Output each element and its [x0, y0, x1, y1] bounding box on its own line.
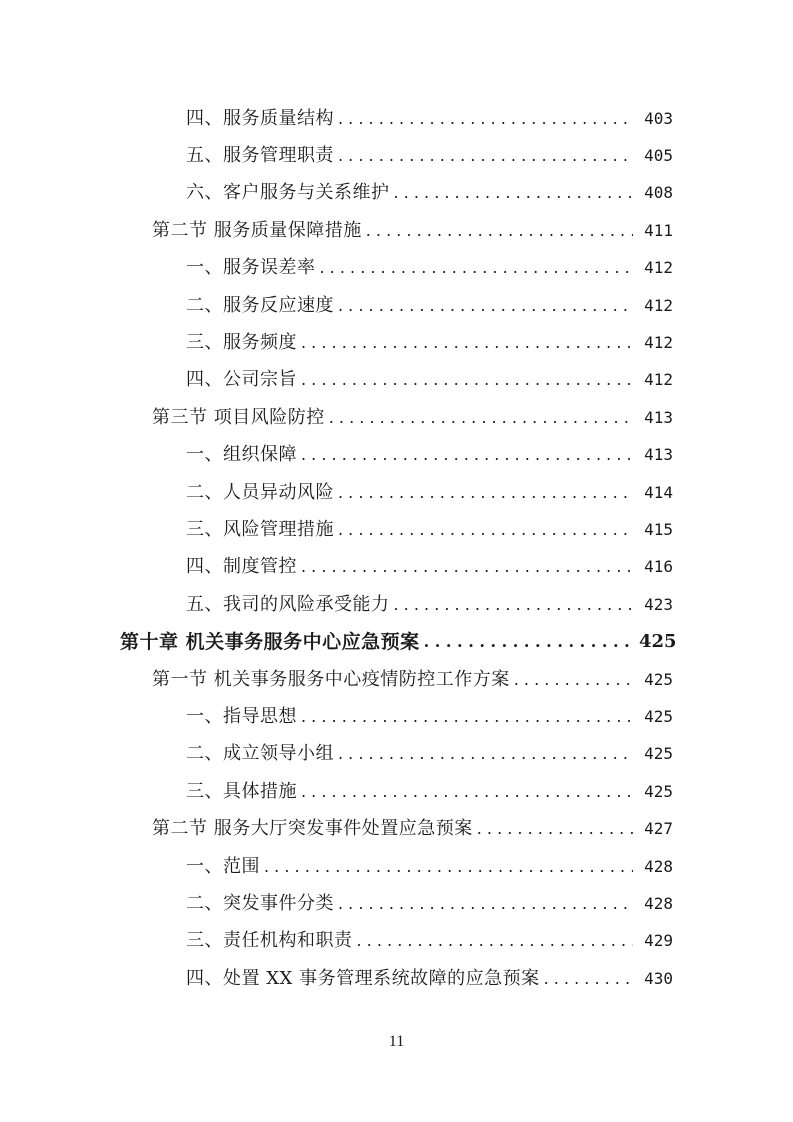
toc-entry-item[interactable] [0, 137, 793, 174]
toc-entry-title: 五、我司的风险承受能力 [186, 593, 390, 615]
toc-entry-item[interactable] [0, 175, 793, 212]
toc-entry-item[interactable] [0, 923, 793, 960]
toc-dot-leader [338, 148, 633, 164]
toc-dot-leader [366, 223, 633, 239]
toc-entry-title: 第二节 服务大厅突发事件处置应急预案 [152, 818, 473, 840]
toc-entry-title: 第二节 服务质量保障措施 [152, 219, 362, 241]
toc-dot-leader [301, 335, 633, 351]
toc-dot-leader [338, 746, 633, 762]
toc-dot-leader [394, 185, 634, 201]
toc-dot-leader [301, 447, 633, 463]
toc-entry-item[interactable] [0, 362, 793, 399]
toc-entry-title: 一、范围 [186, 855, 260, 877]
toc-entry-page: 425 [644, 669, 673, 689]
toc-entry-page: 425 [644, 706, 673, 726]
toc-entry-page: 411 [644, 220, 673, 240]
toc-entry-title: 一、指导思想 [186, 705, 297, 727]
toc-dot-leader [424, 634, 633, 650]
toc-entry-item[interactable] [0, 885, 793, 922]
toc-entry-section[interactable] [0, 661, 793, 698]
toc-entry-page: 428 [644, 856, 673, 876]
toc-dot-leader [329, 410, 633, 426]
toc-dot-leader [357, 933, 634, 949]
toc-dot-leader [514, 672, 633, 688]
toc-dot-leader [301, 372, 633, 388]
toc-dot-leader [338, 522, 633, 538]
toc-entry-page: 425 [644, 781, 673, 801]
toc-entry-page: 412 [644, 333, 673, 353]
toc-entry-title: 四、制度管控 [186, 556, 297, 578]
toc-entry-title: 四、服务质量结构 [186, 107, 334, 129]
toc-entry-page: 414 [644, 482, 673, 502]
toc-entry-item[interactable] [0, 549, 793, 586]
toc-entry-title: 第三节 项目风险防控 [152, 406, 325, 428]
toc-entry-item[interactable] [0, 586, 793, 623]
toc-dot-leader [301, 559, 633, 575]
toc-entry-item[interactable] [0, 474, 793, 511]
toc-entry-item[interactable] [0, 698, 793, 735]
toc-entry-page: 416 [644, 557, 673, 577]
toc-entry-title: 二、人员异动风险 [186, 481, 334, 503]
toc-entry-section[interactable] [0, 212, 793, 249]
toc-dot-leader [264, 859, 633, 875]
toc-entry-page: 412 [644, 370, 673, 390]
toc-entry-title: 三、风险管理措施 [186, 518, 334, 540]
toc-entry-title: 二、成立领导小组 [186, 743, 334, 765]
toc-entry-page: 412 [644, 258, 673, 278]
toc-dot-leader [301, 784, 633, 800]
toc-entry-page: 425 [644, 744, 673, 764]
toc-dot-leader [477, 821, 633, 837]
toc-entry-section[interactable] [0, 810, 793, 847]
toc-dot-leader [544, 971, 633, 987]
toc-dot-leader [338, 896, 633, 912]
toc-entry-page: 412 [644, 295, 673, 315]
toc-entry-item[interactable] [0, 511, 793, 548]
toc-entry-item[interactable] [0, 848, 793, 885]
toc-dot-leader [320, 260, 634, 276]
toc-entry-item[interactable] [0, 736, 793, 773]
toc-entry-title: 二、突发事件分类 [186, 892, 334, 914]
toc-entry-title: 一、服务误差率 [186, 257, 316, 279]
toc-entry-title: 四、公司宗旨 [186, 369, 297, 391]
toc-entry-title: 三、责任机构和职责 [186, 930, 353, 952]
toc-entry-page: 413 [644, 407, 673, 427]
toc-entry-page: 428 [644, 893, 673, 913]
toc-entry-item[interactable] [0, 100, 793, 137]
toc-entry-title: 一、组织保障 [186, 444, 297, 466]
toc-entry-page: 423 [644, 594, 673, 614]
toc-entry-item[interactable] [0, 324, 793, 361]
toc-entry-page: 430 [644, 968, 673, 988]
toc-entry-section[interactable] [0, 399, 793, 436]
toc-entry-item[interactable] [0, 250, 793, 287]
toc-dot-leader [394, 597, 634, 613]
toc-entry-title: 四、处置 XX 事务管理系统故障的应急预案 [186, 967, 540, 989]
toc-entry-page: 405 [644, 146, 673, 166]
toc-dot-leader [338, 111, 633, 127]
toc-entry-page: 403 [644, 108, 673, 128]
toc-entry-title: 三、具体措施 [186, 780, 297, 802]
toc-entry-page: 413 [644, 445, 673, 465]
toc-entry-item[interactable] [0, 960, 793, 997]
toc-entry-title: 五、服务管理职责 [186, 145, 334, 167]
toc-dot-leader [301, 709, 633, 725]
toc-entry-title: 六、客户服务与关系维护 [186, 182, 390, 204]
toc-entry-chapter[interactable] [0, 623, 793, 660]
toc-entry-title: 三、服务频度 [186, 332, 297, 354]
toc-entry-item[interactable] [0, 437, 793, 474]
toc-entry-page: 408 [644, 183, 673, 203]
toc-entry-page: 427 [644, 819, 673, 839]
toc-entry-item[interactable] [0, 773, 793, 810]
toc-entry-title: 第十章 机关事务服务中心应急预案 [120, 630, 420, 653]
page-number: 11 [388, 1033, 405, 1050]
toc-entry-item[interactable] [0, 287, 793, 324]
toc-entry-page: 425 [639, 631, 677, 653]
toc-entry-title: 第一节 机关事务服务中心疫情防控工作方案 [152, 668, 510, 690]
toc-entry-page: 415 [644, 519, 673, 539]
toc-dot-leader [338, 298, 633, 314]
toc-dot-leader [338, 485, 633, 501]
table-of-contents [0, 100, 793, 997]
toc-entry-page: 429 [644, 931, 673, 951]
toc-entry-title: 二、服务反应速度 [186, 294, 334, 316]
